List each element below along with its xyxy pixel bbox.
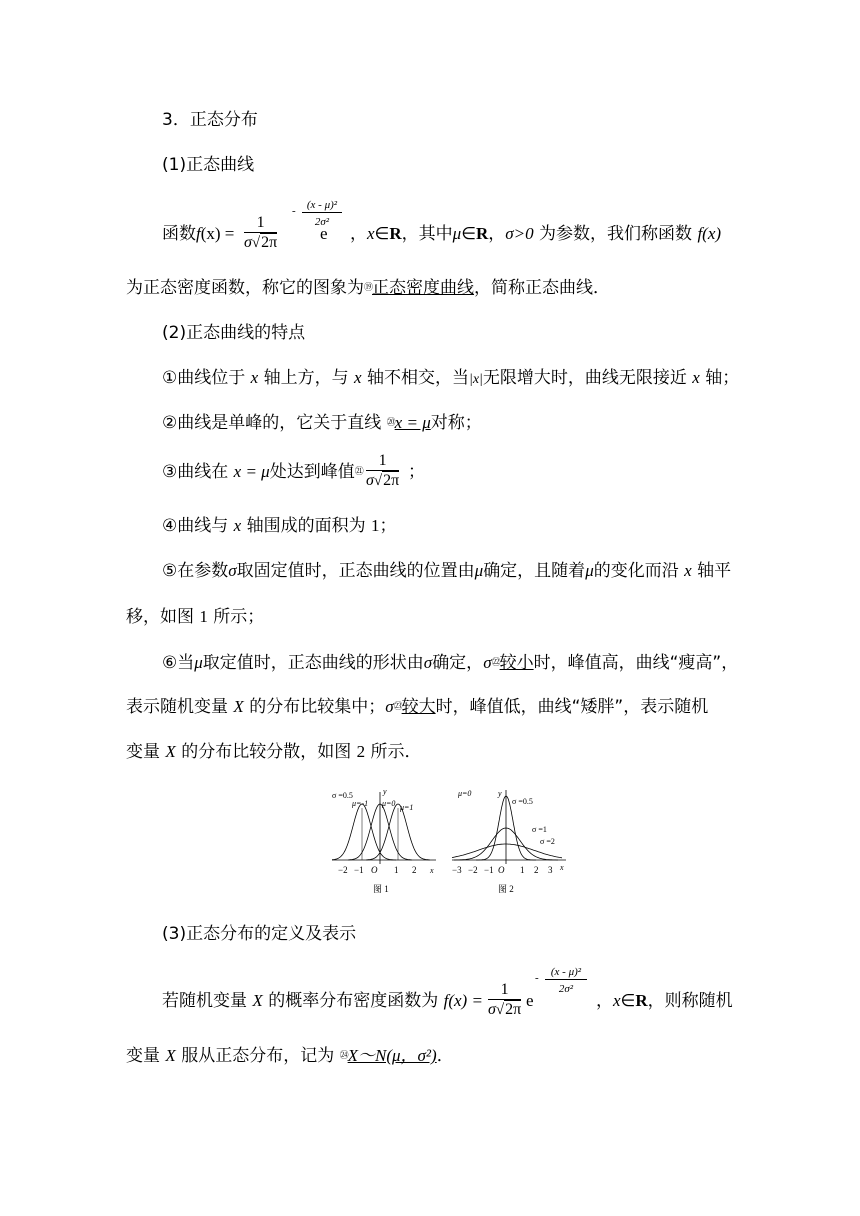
fig2-caption: 图 2 bbox=[498, 884, 514, 894]
property-4: ④曲线与 x 轴围成的面积为 1； bbox=[162, 516, 397, 536]
def-exp-base: e bbox=[526, 991, 534, 1010]
figure-1 bbox=[332, 787, 436, 894]
blank-answer: 较大 bbox=[401, 697, 436, 717]
definition-line1: 若随机变量 X 的概率分布密度函数为 f(x) = bbox=[162, 991, 483, 1011]
fig2-x-label: x bbox=[560, 863, 564, 872]
property-5-line2: 移，如图 1 所示； bbox=[126, 607, 265, 627]
exp-numerator: (x - μ)² bbox=[302, 199, 342, 213]
normal-curve-figures bbox=[326, 780, 576, 900]
fig2-curve-sigma-2 bbox=[452, 844, 562, 858]
fig2-tick: −1 bbox=[484, 865, 494, 875]
section-heading: 3．正态分布 bbox=[162, 110, 258, 130]
property-5: ⑤在参数σ取固定值时，正态曲线的位置由μ确定，且随着μ的变化而沿 x 轴平 bbox=[162, 561, 732, 581]
fig2-sigma-label-3: σ =2 bbox=[540, 837, 555, 846]
para1-line2: 为正态密度函数，称它的图象为⑲正态密度曲线，简称正态曲线． bbox=[126, 278, 611, 298]
fig1-sigma-label: σ =0.5 bbox=[332, 791, 353, 800]
property-6-line3: 变量 X 的分布比较分散，如图 2 所示． bbox=[126, 742, 422, 762]
fig1-tick: −2 bbox=[338, 865, 348, 875]
fig2-tick: 3 bbox=[548, 865, 553, 875]
fig1-x-label: x bbox=[430, 866, 434, 875]
def-exp-minus: - bbox=[535, 972, 539, 984]
fig2-sigma-label-1: σ =0.5 bbox=[512, 797, 533, 806]
figure-2 bbox=[452, 789, 566, 894]
density-formula-line: 函数f(x) = bbox=[162, 224, 235, 244]
fig2-tick: 2 bbox=[534, 865, 539, 875]
exp-base: e bbox=[320, 224, 328, 243]
peak-fraction: $\frac{1}{\sigma√2\pi}$ bbox=[366, 452, 400, 489]
property-1: ①曲线位于 x 轴上方，与 x 轴不相交，当|x|无限增大时，曲线无限接近 x 轴； bbox=[162, 368, 740, 388]
definition-fraction: $\frac{1}{\sigma√2\pi}$ bbox=[488, 981, 522, 1018]
def-exp-numerator: (x - μ)² bbox=[545, 966, 587, 980]
fig1-y-label: y bbox=[383, 787, 387, 796]
def-exp-denominator: 2σ² bbox=[558, 983, 574, 995]
fig1-tick: 1 bbox=[394, 865, 399, 875]
density-formula-tail: ，x∈R，其中μ∈R，σ>0 为参数，我们称函数 f(x) bbox=[350, 224, 722, 244]
fig1-tick: O bbox=[371, 865, 378, 875]
property-2: ②曲线是单峰的，它关于直线 ⑳x = μ对称； bbox=[162, 413, 482, 433]
property-6: ⑥当μ取定值时，正态曲线的形状由σ确定，σ㉒较小时，峰值高，曲线“瘦高”， bbox=[162, 653, 739, 673]
blank-answer: 较小 bbox=[499, 653, 534, 673]
fig2-tick: O bbox=[498, 865, 505, 875]
property-6-line2: 表示随机变量 X 的分布比较集中；σ㉓较大时，峰值低，曲线“矮胖”，表示随机 bbox=[126, 697, 709, 717]
exp-denominator: 2σ² bbox=[314, 216, 330, 228]
fig2-sigma-label-2: σ =1 bbox=[532, 825, 547, 834]
part1-heading: (1)正态曲线 bbox=[162, 155, 255, 175]
fig2-tick: 1 bbox=[520, 865, 525, 875]
definition-line1-tail: ，x∈R，则称随机 bbox=[596, 991, 733, 1011]
fig1-caption: 图 1 bbox=[373, 884, 389, 894]
part3-heading: (3)正态分布的定义及表示 bbox=[162, 924, 357, 944]
fig1-mu-label-3: μ=1 bbox=[400, 803, 414, 812]
density-fraction: $\frac{1}{\sigma√2\pi}$ bbox=[244, 214, 278, 251]
fig1-tick: −1 bbox=[354, 865, 364, 875]
fig1-mu-label-1: μ=-1 bbox=[352, 799, 369, 808]
property-3-end: ； bbox=[408, 462, 425, 482]
fig2-tick: −3 bbox=[452, 865, 462, 875]
fig2-tick: −2 bbox=[468, 865, 478, 875]
fig1-mu-label-2: μ=0 bbox=[382, 799, 396, 808]
exp-minus: - bbox=[292, 205, 296, 217]
blank-answer: 正态密度曲线 bbox=[372, 278, 475, 298]
part2-heading: (2)正态曲线的特点 bbox=[162, 323, 306, 343]
property-3: ③曲线在 x = μ处达到峰值㉑ bbox=[162, 462, 363, 482]
fig1-curve-mu-minus1 bbox=[332, 804, 396, 860]
blank-answer: x = μ bbox=[394, 413, 431, 432]
fig2-mu-label: μ=0 bbox=[458, 789, 472, 798]
fig1-tick: 2 bbox=[412, 865, 417, 875]
blank-answer: X～N(μ，σ²) bbox=[347, 1046, 437, 1065]
fig2-y-label: y bbox=[498, 789, 502, 798]
definition-line2: 变量 X 服从正态分布，记为 ㉔X～N(μ，σ²)． bbox=[126, 1046, 454, 1066]
